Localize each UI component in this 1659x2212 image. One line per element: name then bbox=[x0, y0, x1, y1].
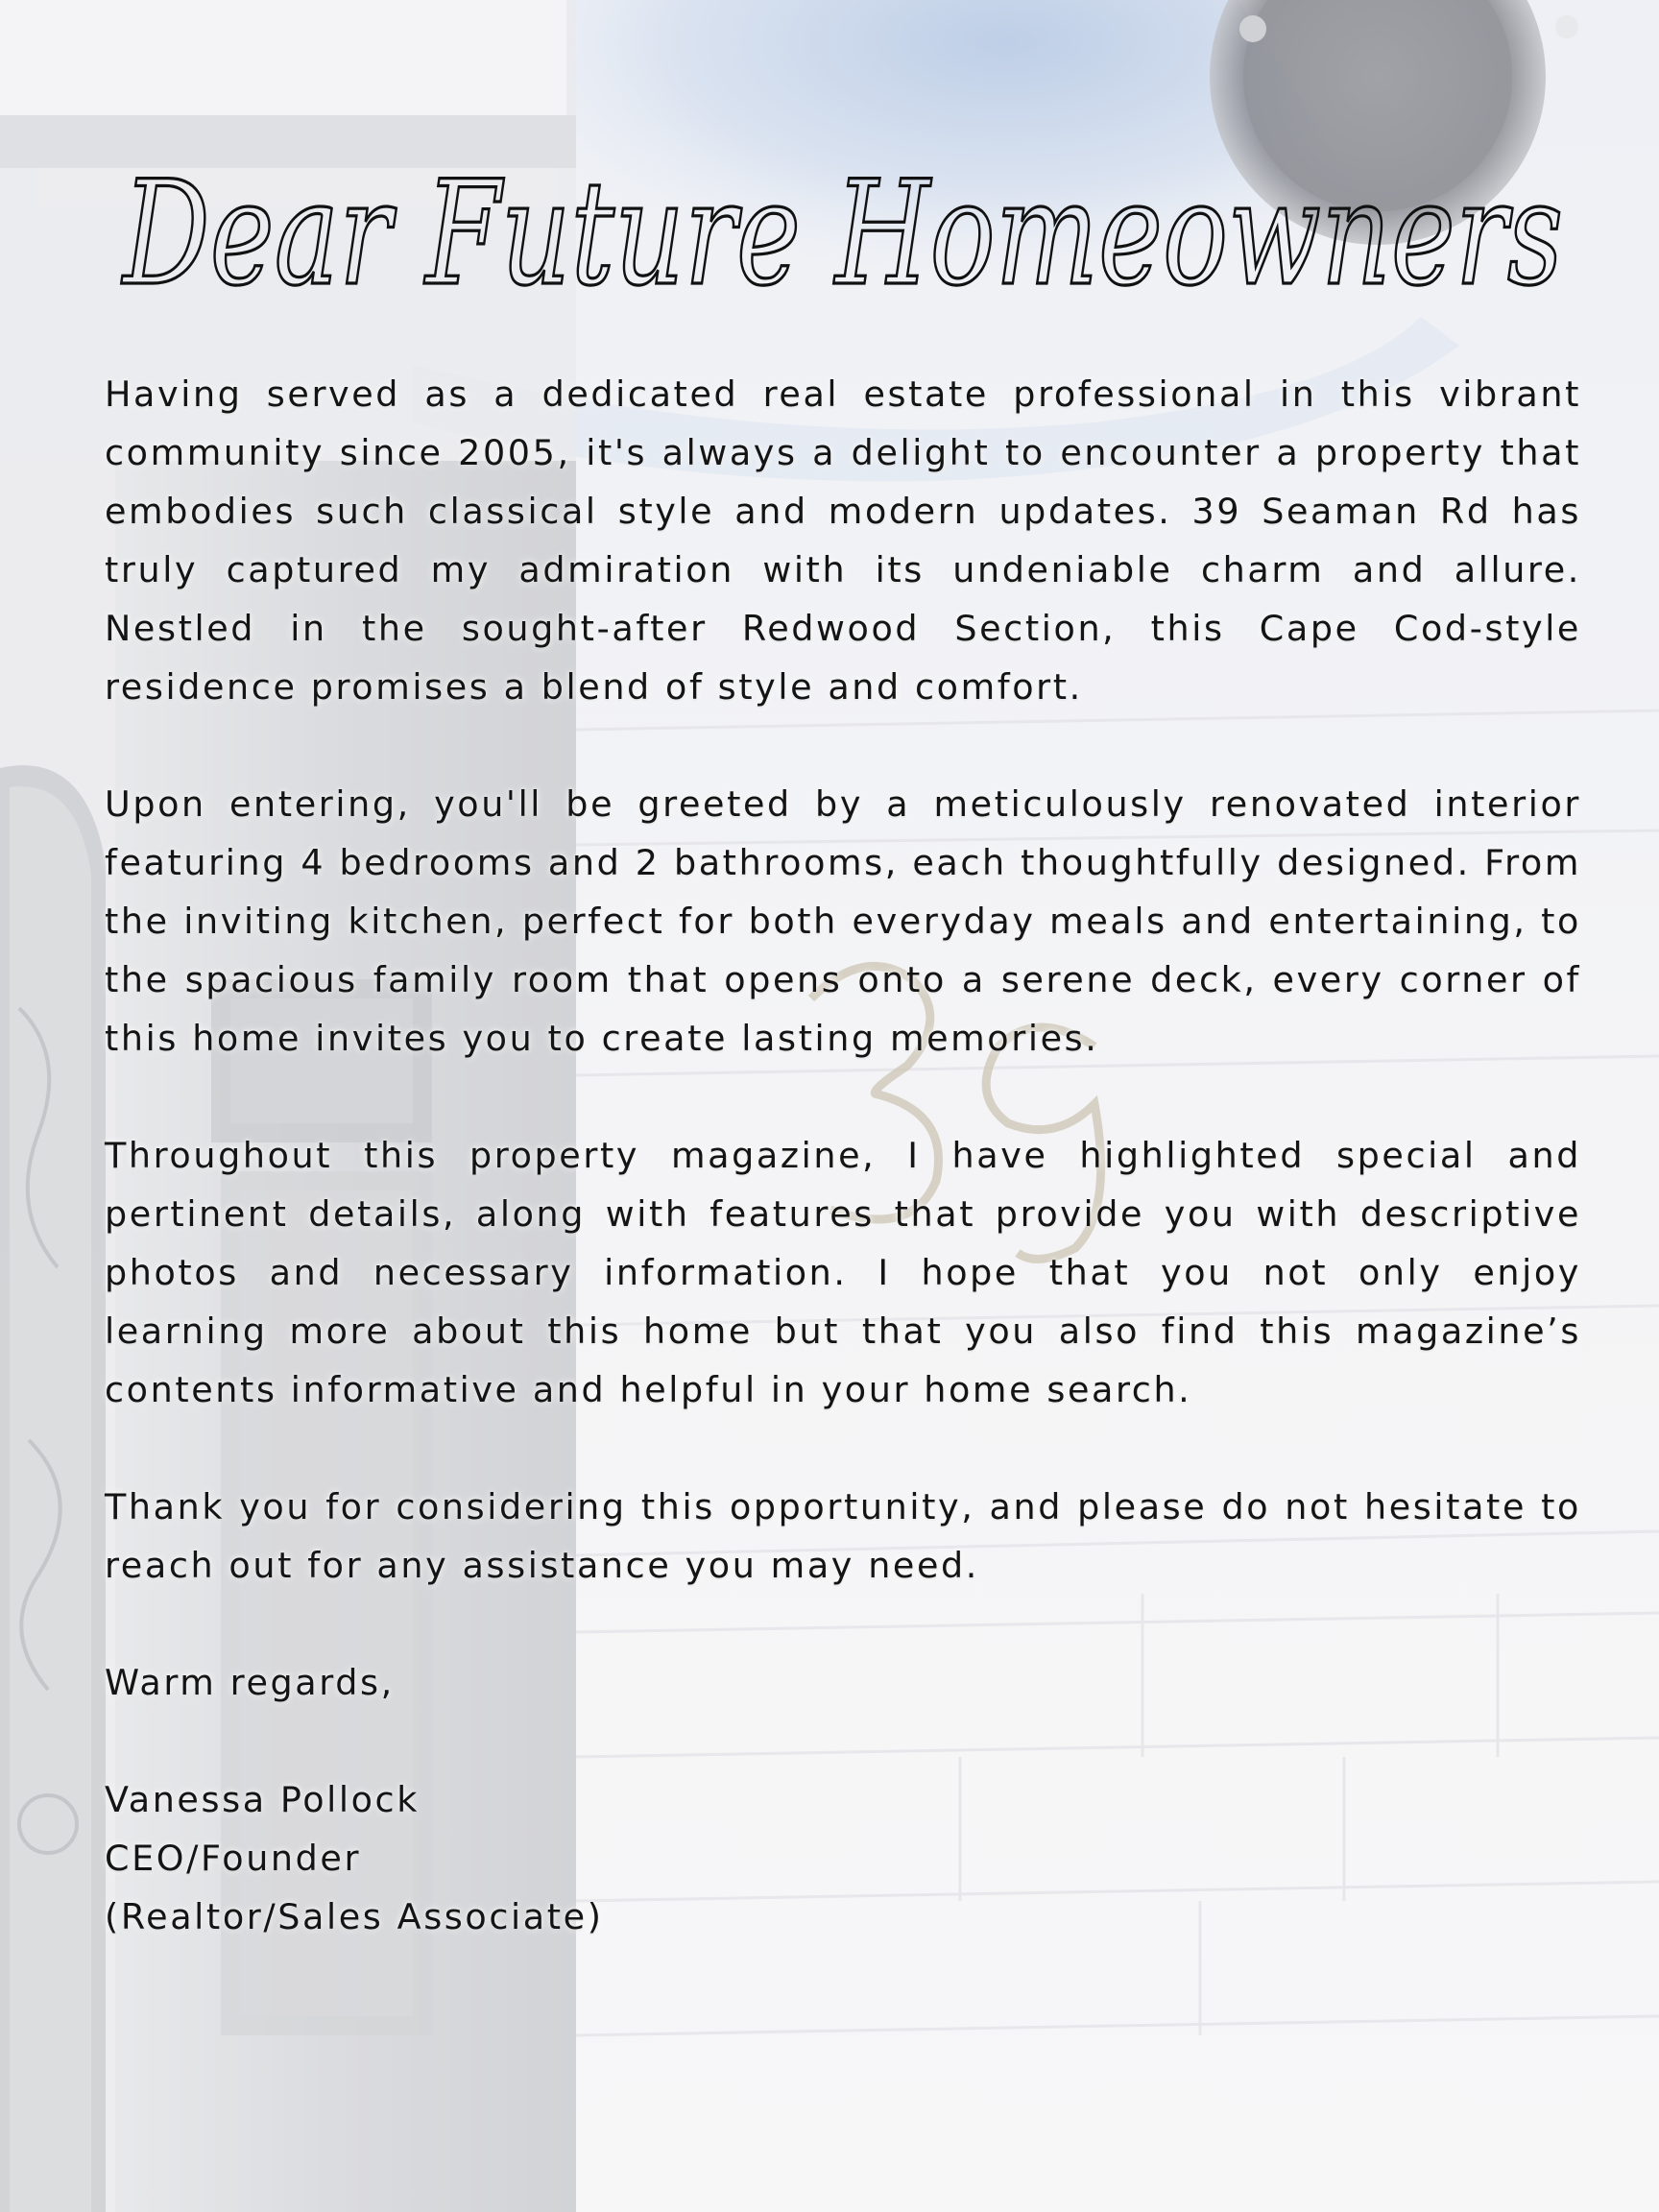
signer-title: CEO/Founder bbox=[105, 1838, 362, 1879]
paragraph-magazine: Throughout this property magazine, I have highlighted special and pertinent details, along with features that provide you with descriptive photos and necessary information. I hope that you not only enjoy learning more about this home but that you also find this magazine’s contents informative and helpful in your home search. bbox=[105, 1135, 1581, 1410]
letter-body bbox=[105, 365, 1581, 1946]
closing-salutation: Warm regards, bbox=[105, 1662, 395, 1703]
signer-name: Vanessa Pollock bbox=[105, 1779, 420, 1820]
signature-block bbox=[105, 1770, 1581, 1946]
signer-role: (Realtor/Sales Associate) bbox=[105, 1896, 604, 1937]
paragraph-intro: Having served as a dedicated real estate professional in this vibrant community since 2005, it's always a delight to encounter a property that embodies such classical style and modern updates. 39 Seaman Rd has truly captured my admiration with its undeniable charm and allure. Nestled in the sought-after Redwood Section, this Cape Cod-style residence promises a blend of style and comfort. bbox=[105, 373, 1581, 708]
paragraph-interior: Upon entering, you'll be greeted by a meticulously renovated interior featuring 4 bedrooms and 2 bathrooms, each thoughtfully designed. From the inviting kitchen, perfect for both everyday meals and entertaining, to the spacious family room that opens onto a serene deck, every corner of this home invites you to create lasting memories. bbox=[105, 783, 1581, 1059]
letter-heading bbox=[105, 110, 1581, 360]
paragraph-thanks: Thank you for considering this opportunity, and please do not hesitate to reach out for any assistance you may need. bbox=[105, 1486, 1581, 1586]
heading-text: Dear Future Homeowners bbox=[120, 151, 1563, 318]
